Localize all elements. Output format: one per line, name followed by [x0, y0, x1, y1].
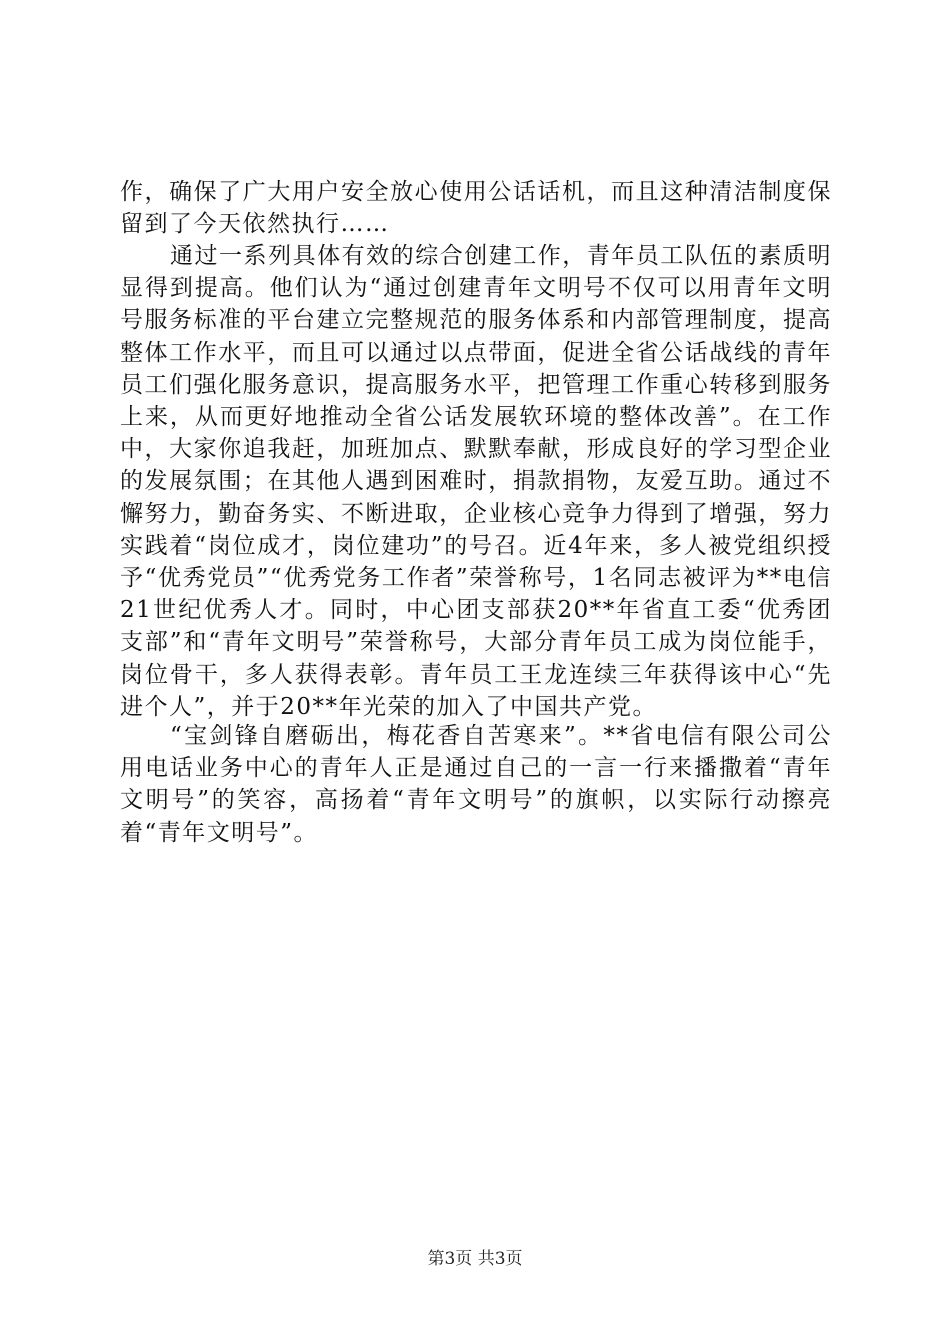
page-footer: 第3页 共3页	[427, 1249, 523, 1269]
paragraph-conclusion: “宝剑锋自磨砺出，梅花香自苦寒来”。**省电信有限公司公用电话业务中心的青年人正是通过自己的一言一行来播撒着“青年文明号”的笑容，高扬着“青年文明号”的旗帜，以实际行动擦亮着“青年文明号”。	[120, 723, 832, 846]
paragraph-achievements: 通过一系列具体有效的综合创建工作，青年员工队伍的素质明显得到提高。他们认为“通过创建青年文明号不仅可以用青年文明号服务标准的平台建立完整规范的服务体系和内部管理制度，提高整体工作水平，而且可以通过以点带面，促进全省公话战线的青年员工们强化服务意识，提高服务水平，把管理工作重心转移到服务上来，从而更好地推动全省公话发展软环境的整体改善”。在工作中，大家你追我赶，加班加点、默默奉献，形成良好的学习型企业的发展氛围；在其他人遇到困难时，捐款捐物，友爱互助。通过不懈努力，勤奋务实、不断进取，企业核心竞争力得到了增强，努力实践着“岗位成才，岗位建功”的号召。近4年来，多人被党组织授予“优秀党员”“优秀党务工作者”荣誉称号，1名同志被评为**电信21世纪优秀人才。同时，中心团支部获20**年省直工委“优秀团支部”和“青年文明号”荣誉称号，大部分青年员工成为岗位能手，岗位骨干，多人获得表彰。青年员工王龙连续三年获得该中心“先进个人”，并于20**年光荣的加入了中国共产党。	[120, 243, 832, 720]
paragraph-continuation: 作，确保了广大用户安全放心使用公话话机，而且这种清洁制度保留到了今天依然执行……	[120, 179, 832, 238]
